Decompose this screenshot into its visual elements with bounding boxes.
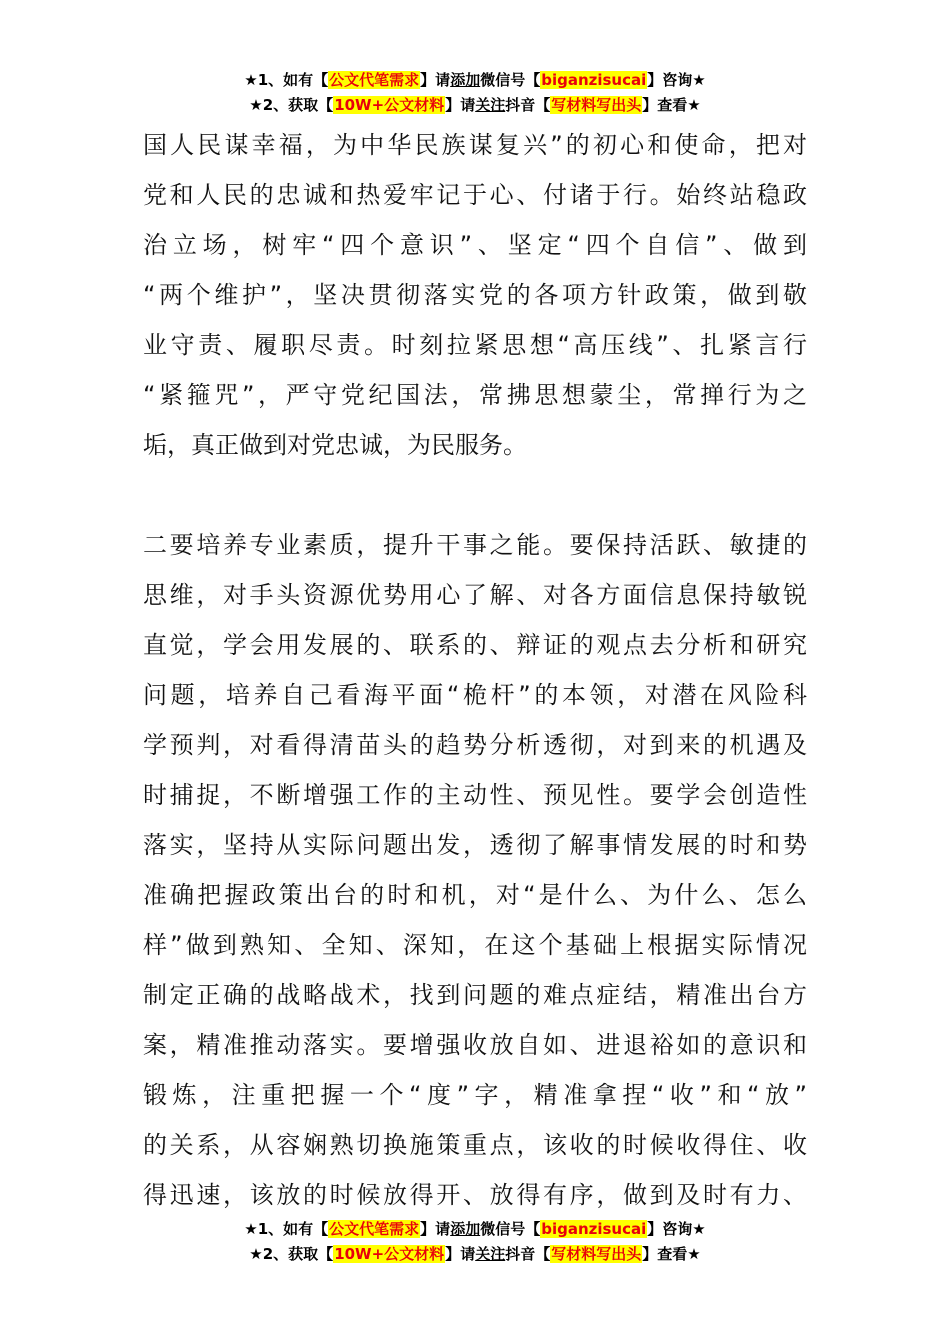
banner-highlight: 公文代笔需求 — [329, 1220, 420, 1238]
text-line: 二要培养专业素质，提升干事之能。要保持活跃、敏捷的 — [143, 531, 807, 559]
text-line: “两个维护”，坚决贯彻落实党的各项方针政策，做到敬 — [143, 281, 807, 309]
banner-text: ★1、如有【 — [244, 71, 329, 89]
banner-line-2 — [0, 1242, 950, 1267]
banner-highlight: biganzisucai — [541, 1220, 647, 1238]
text-line: 治立场，树牢“四个意识”、坚定“四个自信”、做到 — [143, 231, 807, 259]
banner-line-1 — [0, 68, 950, 93]
text-line: 案，精准推动落实。要增强收放自如、进退裕如的意识和 — [143, 1031, 807, 1059]
text-line: 准确把握政策出台的时和机，对“是什么、为什么、怎么 — [143, 881, 807, 909]
text-line: 样”做到熟知、全知、深知，在这个基础上根据实际情况 — [143, 931, 807, 959]
banner-text: ★2、获取【 — [249, 96, 334, 114]
banner-highlight: 10W+公文材料 — [334, 96, 445, 114]
text-line: 业守责、履职尽责。时刻拉紧思想“高压线”、扎紧言行 — [143, 331, 807, 359]
text-line: 垢，真正做到对党忠诚，为民服务。 — [143, 431, 527, 459]
text-line: 落实，坚持从实际问题出发，透彻了解事情发展的时和势 — [143, 831, 807, 859]
banner-text: 微信号【 — [480, 1220, 541, 1238]
banner-text: 】查看★ — [642, 96, 701, 114]
banner-text: 】咨询★ — [647, 1220, 706, 1238]
text-line: “紧箍咒”，严守党纪国法，常拂思想蒙尘，常掸行为之 — [143, 381, 807, 409]
text-line: 学预判，对看得清苗头的趋势分析透彻，对到来的机遇及 — [143, 731, 807, 759]
banner-text: 】咨询★ — [647, 71, 706, 89]
banner-underline: 关注 — [475, 96, 506, 114]
banner-text: 】查看★ — [642, 1245, 701, 1263]
banner-text: 】请 — [420, 71, 451, 89]
banner-line-2 — [0, 93, 950, 118]
text-line: 思维，对手头资源优势用心了解、对各方面信息保持敏锐 — [143, 581, 807, 609]
text-line: 得迅速，该放的时候放得开、放得有序，做到及时有力、 — [143, 1181, 807, 1209]
text-line: 党和人民的忠诚和热爱牢记于心、付诸于行。始终站稳政 — [143, 181, 807, 209]
banner-text: 】请 — [445, 1245, 476, 1263]
footer-banner — [0, 1217, 950, 1267]
text-line: 问题，培养自己看海平面“桅杆”的本领，对潜在风险科 — [143, 681, 807, 709]
paragraph-2 — [143, 520, 807, 1220]
banner-text: ★1、如有【 — [244, 1220, 329, 1238]
text-line: 时捕捉，不断增强工作的主动性、预见性。要学会创造性 — [143, 781, 807, 809]
text-line: 制定正确的战略战术，找到问题的难点症结，精准出台方 — [143, 981, 807, 1009]
banner-text: ★2、获取【 — [249, 1245, 334, 1263]
banner-text: 】请 — [445, 96, 476, 114]
banner-line-1 — [0, 1217, 950, 1242]
banner-underline: 添加 — [450, 1220, 481, 1238]
banner-text: 抖音【 — [505, 96, 551, 114]
banner-underline: 添加 — [450, 71, 481, 89]
header-banner — [0, 68, 950, 118]
banner-highlight: 写材料写出头 — [551, 1245, 642, 1263]
text-line: 锻炼，注重把握一个“度”字，精准拿捏“收”和“放” — [143, 1081, 807, 1109]
text-line: 直觉，学会用发展的、联系的、辩证的观点去分析和研究 — [143, 631, 807, 659]
paragraph-1 — [143, 120, 807, 470]
banner-underline: 关注 — [475, 1245, 506, 1263]
banner-text: 】请 — [420, 1220, 451, 1238]
banner-text: 抖音【 — [505, 1245, 551, 1263]
text-line: 的关系，从容娴熟切换施策重点，该收的时候收得住、收 — [143, 1131, 807, 1159]
text-line: 国人民谋幸福，为中华民族谋复兴”的初心和使命，把对 — [143, 131, 807, 159]
banner-highlight: biganzisucai — [541, 71, 647, 89]
banner-text: 微信号【 — [480, 71, 541, 89]
banner-highlight: 公文代笔需求 — [329, 71, 420, 89]
banner-highlight: 写材料写出头 — [551, 96, 642, 114]
banner-highlight: 10W+公文材料 — [334, 1245, 445, 1263]
